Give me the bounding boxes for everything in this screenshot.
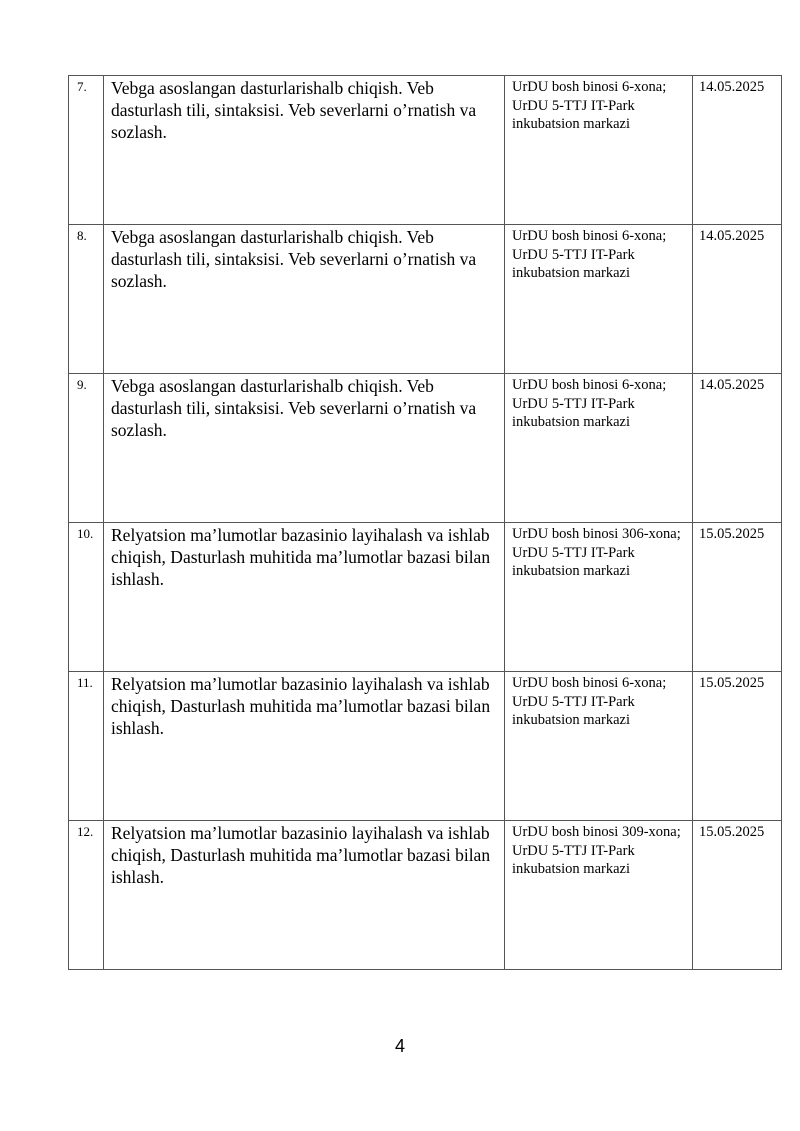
lesson-date: 14.05.2025 — [693, 374, 782, 523]
lesson-location — [505, 374, 693, 523]
lesson-location — [505, 821, 693, 970]
row-number: 11. — [69, 672, 104, 821]
location-line: UrDU 5-TTJ IT-Park inkubatsion markazi — [512, 842, 635, 877]
location-line: UrDU 5-TTJ IT-Park inkubatsion markazi — [512, 97, 635, 132]
row-number: 7. — [69, 76, 104, 225]
location-line: UrDU bosh binosi 6-xona; — [512, 79, 667, 95]
lesson-topic: Vebga asoslangan dasturlarishalb chiqish. Veb dasturlash tili, sintaksisi. Veb severlarni o’rnatish va sozlash. — [104, 76, 505, 225]
table-row — [69, 523, 782, 672]
location-line: UrDU 5-TTJ IT-Park inkubatsion markazi — [512, 693, 635, 728]
lesson-location — [505, 76, 693, 225]
table-row — [69, 225, 782, 374]
location-line: UrDU 5-TTJ IT-Park inkubatsion markazi — [512, 395, 635, 430]
table-row — [69, 374, 782, 523]
page-number: 4 — [394, 1036, 405, 1056]
lesson-location — [505, 523, 693, 672]
lesson-date: 14.05.2025 — [693, 225, 782, 374]
lesson-topic: Relyatsion ma’lumotlar bazasinio layihalash va ishlab chiqish, Dasturlash muhitida ma’lumotlar bazasi bilan ishlash. — [104, 523, 505, 672]
location-line: UrDU bosh binosi 6-xona; — [512, 675, 667, 691]
lesson-topic: Vebga asoslangan dasturlarishalb chiqish. Veb dasturlash tili, sintaksisi. Veb severlarni o’rnatish va sozlash. — [104, 374, 505, 523]
location-line: UrDU bosh binosi 309-xona; — [512, 824, 681, 840]
lesson-date: 15.05.2025 — [693, 821, 782, 970]
lesson-topic: Relyatsion ma’lumotlar bazasinio layihalash va ishlab chiqish, Dasturlash muhitida ma’lumotlar bazasi bilan ishlash. — [104, 821, 505, 970]
row-number: 8. — [69, 225, 104, 374]
lesson-topic: Vebga asoslangan dasturlarishalb chiqish. Veb dasturlash tili, sintaksisi. Veb severlarni o’rnatish va sozlash. — [104, 225, 505, 374]
lesson-date: 15.05.2025 — [693, 523, 782, 672]
row-number: 10. — [69, 523, 104, 672]
location-line: UrDU bosh binosi 306-xona; — [512, 526, 681, 542]
lesson-location — [505, 225, 693, 374]
location-line: UrDU bosh binosi 6-xona; — [512, 228, 667, 244]
lesson-location — [505, 672, 693, 821]
table-row — [69, 76, 782, 225]
table-row — [69, 821, 782, 970]
location-line: UrDU 5-TTJ IT-Park inkubatsion markazi — [512, 246, 635, 281]
lesson-date: 15.05.2025 — [693, 672, 782, 821]
lesson-date: 14.05.2025 — [693, 76, 782, 225]
table-row — [69, 672, 782, 821]
schedule-table — [68, 75, 782, 970]
lesson-topic: Relyatsion ma’lumotlar bazasinio layihalash va ishlab chiqish, Dasturlash muhitida ma’lumotlar bazasi bilan ishlash. — [104, 672, 505, 821]
row-number: 9. — [69, 374, 104, 523]
location-line: UrDU 5-TTJ IT-Park inkubatsion markazi — [512, 544, 635, 579]
location-line: UrDU bosh binosi 6-xona; — [512, 377, 667, 393]
row-number: 12. — [69, 821, 104, 970]
